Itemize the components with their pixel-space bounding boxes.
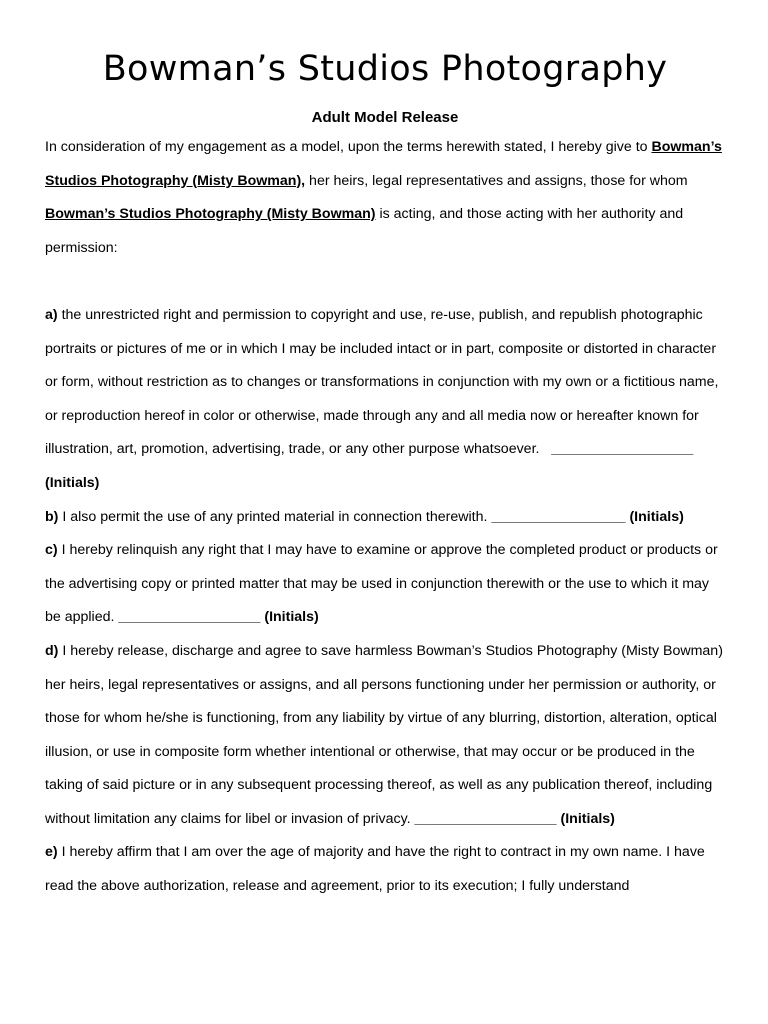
- clause-text: I hereby release, discharge and agree to save harmless Bowman’s Studios Photography (Misty Bowman) her heirs, legal representatives or assigns, and all persons functioning under her permission or authority, or those for whom he/she is functioning, from any liability by virtue of any blurring, distortion, alteration, optical illusion, or use in composite form whether intentional or otherwise, that may occur or be produced in the taking of said picture or in any subsequent processing thereof, as well as any publication thereof, including without limitation any claims for libel or invasion of privacy.: [45, 642, 723, 827]
- document-page: [45, 40, 725, 904]
- clause-letter: c): [45, 542, 58, 559]
- document-subtitle: Adult Model Release: [311, 109, 459, 126]
- clause-letter: a): [45, 306, 58, 323]
- initials-line[interactable]: _________________ (Initials): [491, 508, 684, 525]
- clause-b: [45, 501, 725, 535]
- clause-text: the unrestricted right and permission to copyright and use, re-use, publish, and republish photographic portraits or pictures of me or in which I may be included intact or in part, composite or distorted in character or form, without restriction as to changes or transformations in conjunction with my own or a fictitious name, or reproduction hereof in color or otherwise, made through any and all media now or hereafter known for illustration, art, promotion, advertising, trade, or any other purpose whatsoever.: [45, 306, 723, 458]
- clause-letter: e): [45, 844, 58, 861]
- initials-line[interactable]: __________________ (Initials): [45, 441, 694, 491]
- intro-text-3: is acting, and those acting with her authority and permission:: [45, 206, 684, 256]
- clause-d: [45, 635, 725, 837]
- studio-name-1: Bowman’s Studios Photography (Misty Bowman),: [45, 139, 722, 189]
- clause-letter: b): [45, 508, 59, 525]
- document-title: Bowman’s Studios Photography: [102, 49, 668, 89]
- paragraph-gap: [45, 265, 725, 299]
- clause-text: I hereby relinquish any right that I may have to examine or approve the completed product or products or the advertising copy or printed matter that may be used in conjunction therewith or the use to which it may be applied.: [45, 542, 718, 626]
- intro-text-2: her heirs, legal representatives and assigns, those for whom: [305, 172, 688, 189]
- initials-line[interactable]: __________________ (Initials): [414, 810, 615, 827]
- clause-text: I also permit the use of any printed material in connection therewith.: [58, 508, 492, 525]
- intro-paragraph: [45, 131, 725, 265]
- initials-line[interactable]: __________________ (Initials): [118, 609, 319, 626]
- clause-c: [45, 534, 725, 635]
- clause-a: [45, 299, 725, 501]
- clause-e: [45, 836, 725, 903]
- clause-text: I hereby affirm that I am over the age of majority and have the right to contract in my own name. I have read the above authorization, release and agreement, prior to its execution; I fully understand: [45, 844, 705, 895]
- clause-letter: d): [45, 642, 59, 659]
- studio-name-2: Bowman’s Studios Photography (Misty Bowman): [45, 206, 376, 223]
- intro-text-1: In consideration of my engagement as a model, upon the terms herewith stated, I hereby give to: [45, 139, 652, 155]
